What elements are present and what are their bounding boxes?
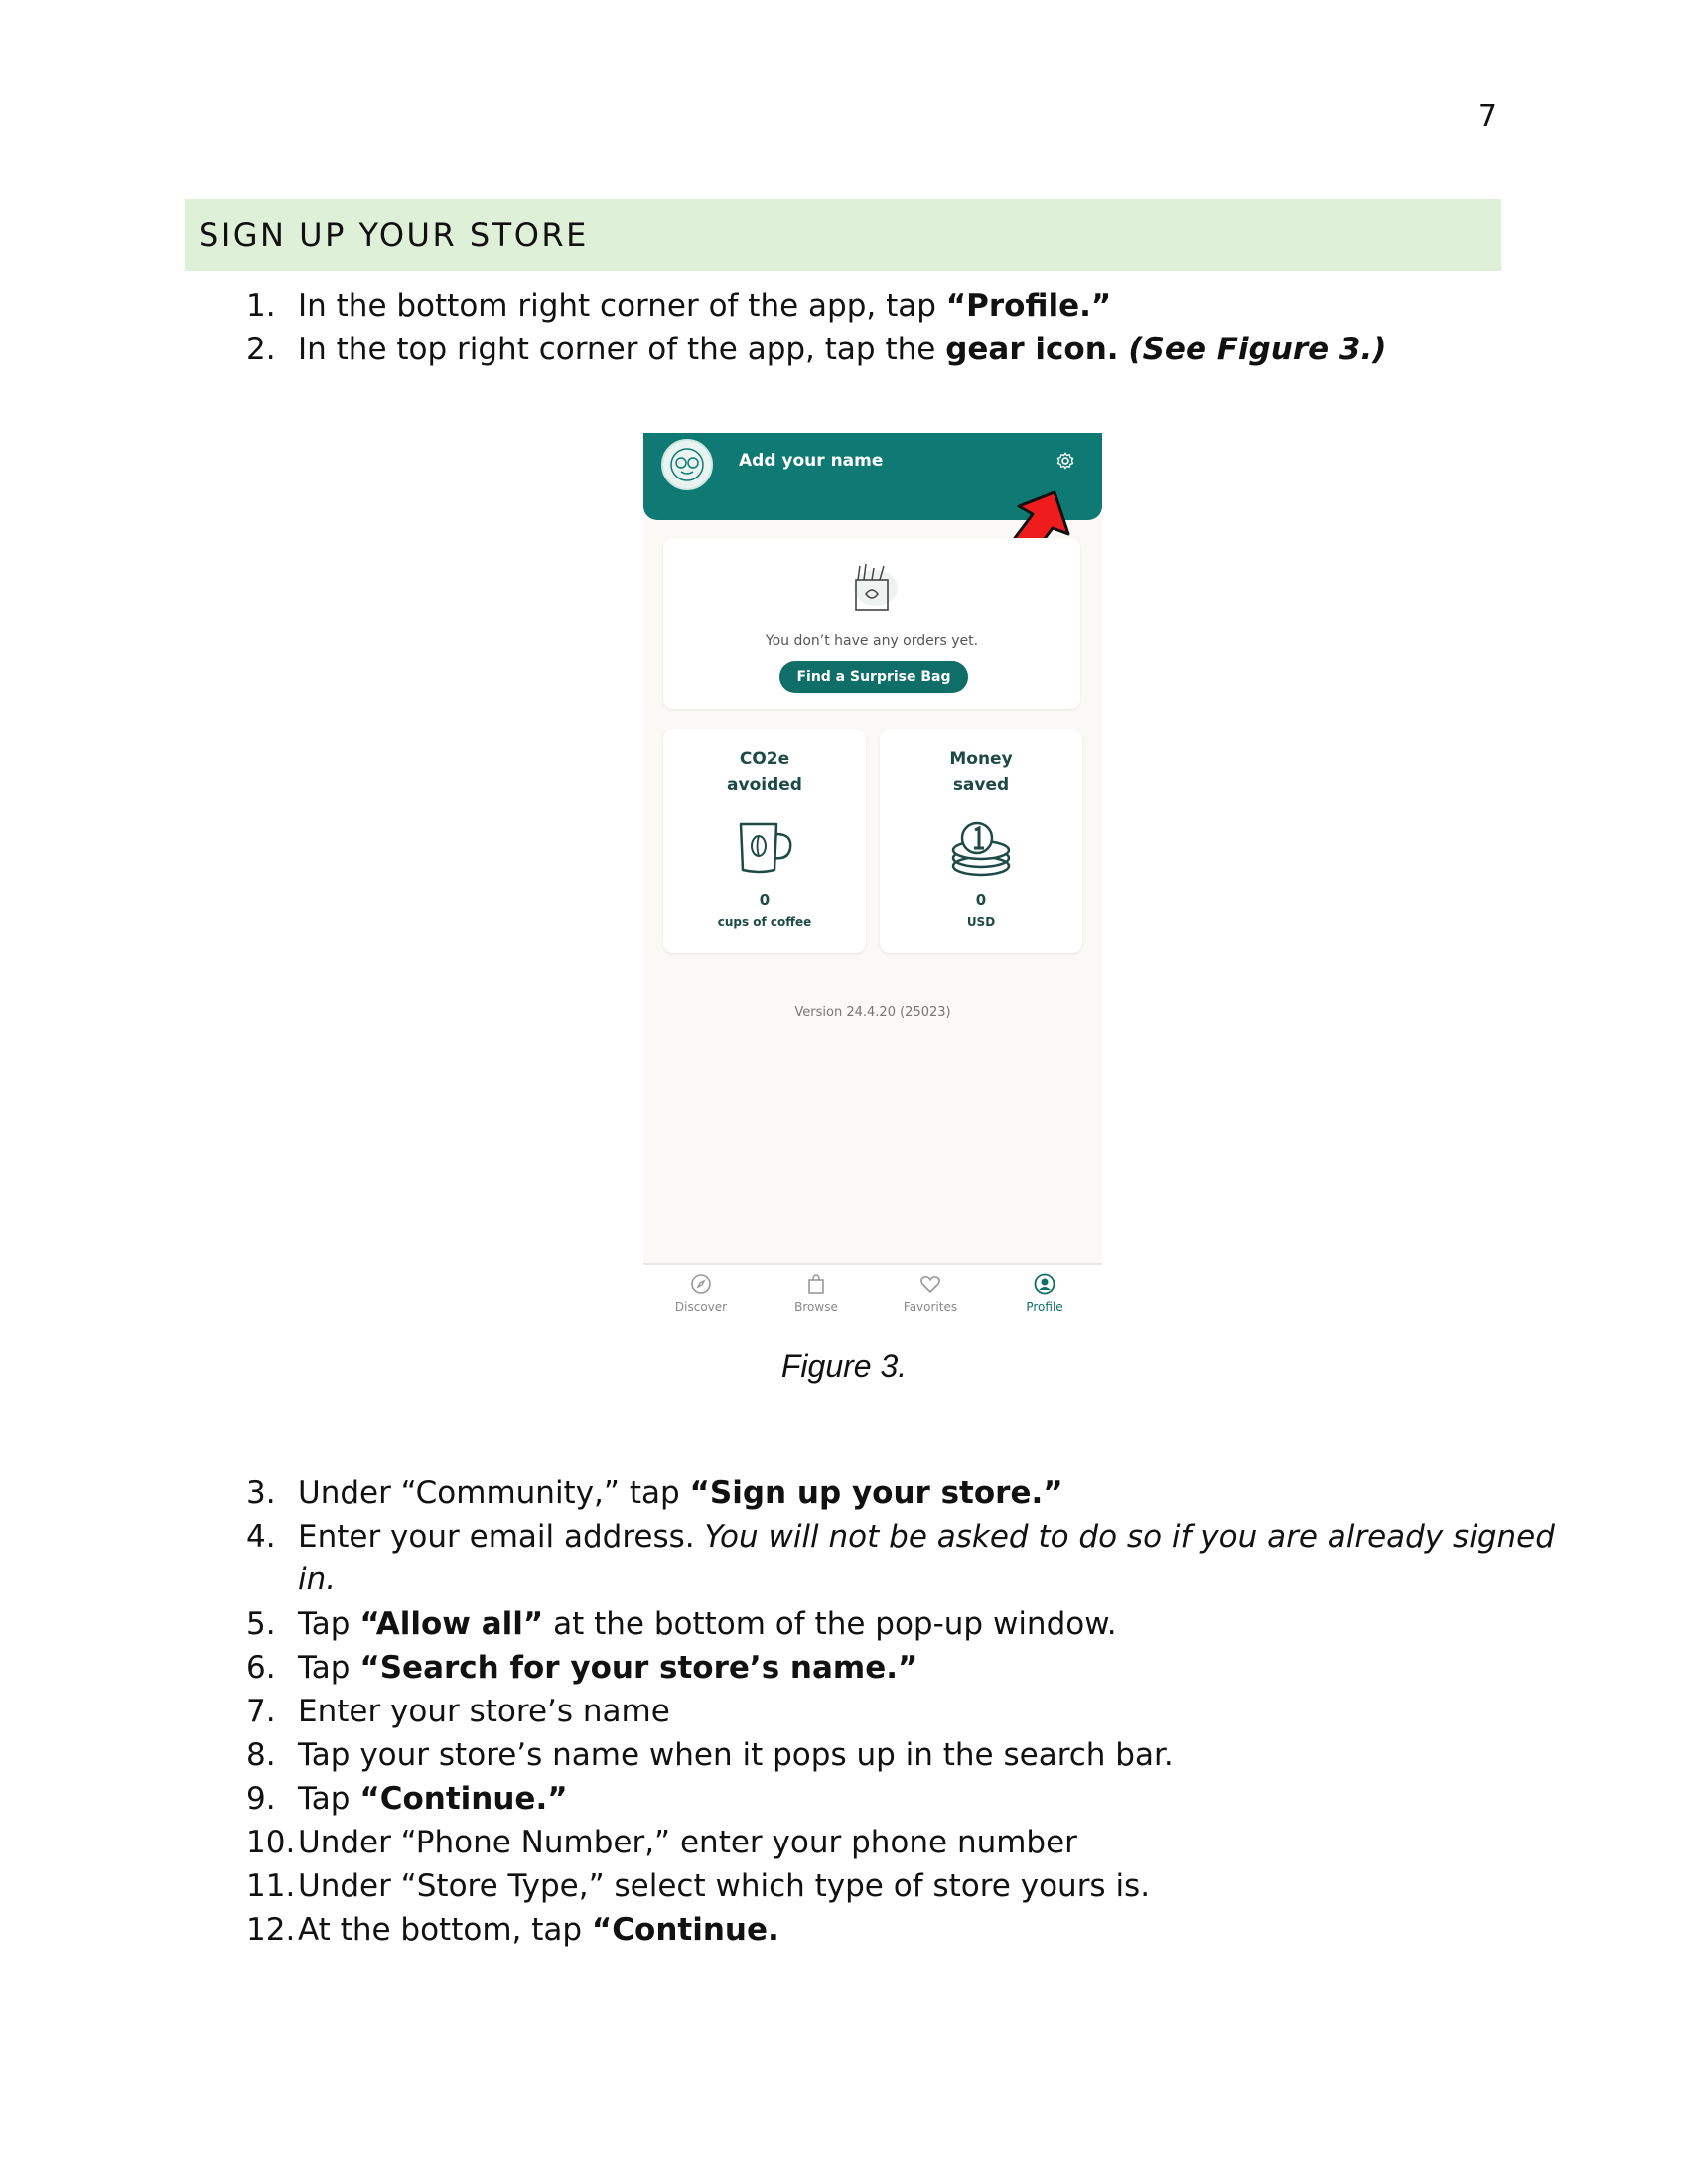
step-text-plain: Tap bbox=[298, 1781, 360, 1817]
money-value: 0 bbox=[975, 891, 987, 909]
step-text: Under “Phone Number,” enter your phone number bbox=[298, 1825, 1077, 1860]
co2-unit: cups of coffee bbox=[717, 915, 812, 929]
step-text-italic: You will not be asked to do so if you are already signed bbox=[704, 1519, 1555, 1555]
step-text-plain: Under “Community,” tap bbox=[298, 1475, 690, 1511]
stat-title-line: avoided bbox=[727, 775, 802, 795]
co2-value: 0 bbox=[759, 891, 771, 909]
tab-label: Favorites bbox=[903, 1300, 958, 1314]
step-text-bold: “Continue.” bbox=[359, 1781, 568, 1817]
step-number: 3. bbox=[246, 1475, 276, 1511]
step-text-bold: “Sign up your store.” bbox=[689, 1475, 1063, 1511]
step-text bbox=[298, 1650, 917, 1686]
compass-icon bbox=[690, 1273, 712, 1295]
step-text: Tap your store’s name when it pops up in the search bar. bbox=[298, 1737, 1174, 1773]
avatar-face-icon bbox=[669, 447, 705, 482]
profile-icon bbox=[1034, 1273, 1055, 1295]
add-your-name[interactable]: Add your name bbox=[739, 451, 884, 471]
step-text-plain: Enter your email address. bbox=[298, 1519, 705, 1555]
step-text-bold: “Continue. bbox=[591, 1912, 779, 1948]
section-title: SIGN UP YOUR STORE bbox=[199, 216, 589, 254]
step-number: 8. bbox=[246, 1737, 276, 1773]
tab-label: Browse bbox=[794, 1300, 838, 1314]
step-text-plain: In the top right corner of the app, tap the bbox=[298, 332, 946, 367]
step-text-plain: In the bottom right corner of the app, tap bbox=[298, 288, 946, 324]
figure-caption: Figure 3. bbox=[780, 1348, 908, 1384]
step-number: 7. bbox=[246, 1694, 276, 1729]
step-text: Under “Store Type,” select which type of store yours is. bbox=[298, 1868, 1151, 1904]
heart-icon bbox=[919, 1273, 941, 1295]
stat-title-line: CO2e bbox=[739, 750, 790, 769]
step-text-bold: “Allow all” bbox=[359, 1606, 544, 1642]
step-text-plain: Tap bbox=[298, 1606, 360, 1642]
step-number: 2. bbox=[246, 332, 276, 367]
step-text bbox=[298, 288, 1111, 324]
step-text bbox=[298, 1781, 568, 1817]
step-text-bold-italic: (See Figure 3.) bbox=[1128, 332, 1387, 367]
step-text: Enter your store’s name bbox=[298, 1694, 670, 1729]
version-text: Version 24.4.20 (25023) bbox=[794, 1005, 951, 1020]
shopping-bag-icon bbox=[805, 1273, 827, 1295]
section-header bbox=[185, 199, 1501, 271]
stat-title bbox=[663, 747, 866, 798]
stat-title bbox=[880, 747, 1082, 798]
no-orders-text: You don’t have any orders yet. bbox=[765, 633, 979, 649]
grocery-bag-icon bbox=[846, 558, 900, 614]
coffee-cup-icon bbox=[731, 818, 798, 878]
money-stat-card bbox=[880, 729, 1082, 953]
step-number: 9. bbox=[246, 1781, 276, 1817]
tab-label: Discover bbox=[674, 1300, 728, 1314]
app-screenshot bbox=[643, 433, 1102, 1330]
step-number: 11. bbox=[246, 1868, 296, 1904]
step-text bbox=[298, 1912, 779, 1948]
step-number: 12. bbox=[246, 1912, 296, 1948]
profile-header bbox=[643, 433, 1102, 520]
page-number: 7 bbox=[1477, 99, 1497, 134]
find-surprise-bag-button[interactable]: Find a Surprise Bag bbox=[779, 661, 968, 693]
tab-profile[interactable] bbox=[995, 1273, 1094, 1314]
step-text bbox=[298, 1475, 1063, 1511]
step-text-bold: “Profile.” bbox=[945, 288, 1112, 324]
coins-icon bbox=[947, 818, 1015, 880]
step-number: 10. bbox=[246, 1825, 296, 1860]
co2-stat-card bbox=[663, 729, 866, 953]
stat-title-line: saved bbox=[952, 775, 1010, 795]
bottom-tab-bar bbox=[643, 1263, 1102, 1330]
tab-browse[interactable] bbox=[767, 1273, 866, 1314]
step-text bbox=[298, 1606, 1117, 1642]
step-number: 4. bbox=[246, 1519, 276, 1555]
avatar[interactable] bbox=[661, 439, 713, 490]
step-text-plain: at the bottom of the pop-up window. bbox=[543, 1606, 1117, 1642]
stat-title-line: Money bbox=[949, 750, 1013, 769]
gear-icon[interactable] bbox=[1055, 450, 1076, 472]
step-text-plain: At the bottom, tap bbox=[298, 1912, 592, 1948]
step-text-bold: “Search for your store’s name.” bbox=[359, 1650, 918, 1686]
money-unit: USD bbox=[966, 915, 996, 929]
step-text bbox=[298, 332, 1386, 367]
step-text-italic: in. bbox=[298, 1562, 337, 1597]
step-number: 6. bbox=[246, 1650, 276, 1686]
step-number: 5. bbox=[246, 1606, 276, 1642]
tab-discover[interactable] bbox=[651, 1273, 751, 1314]
step-text-plain: Tap bbox=[298, 1650, 360, 1686]
orders-card bbox=[663, 538, 1080, 709]
step-text bbox=[298, 1519, 1555, 1555]
tab-favorites[interactable] bbox=[881, 1273, 980, 1314]
tab-label: Profile bbox=[1026, 1300, 1063, 1314]
step-number: 1. bbox=[246, 288, 276, 324]
step-text-bold: gear icon. bbox=[945, 332, 1119, 367]
